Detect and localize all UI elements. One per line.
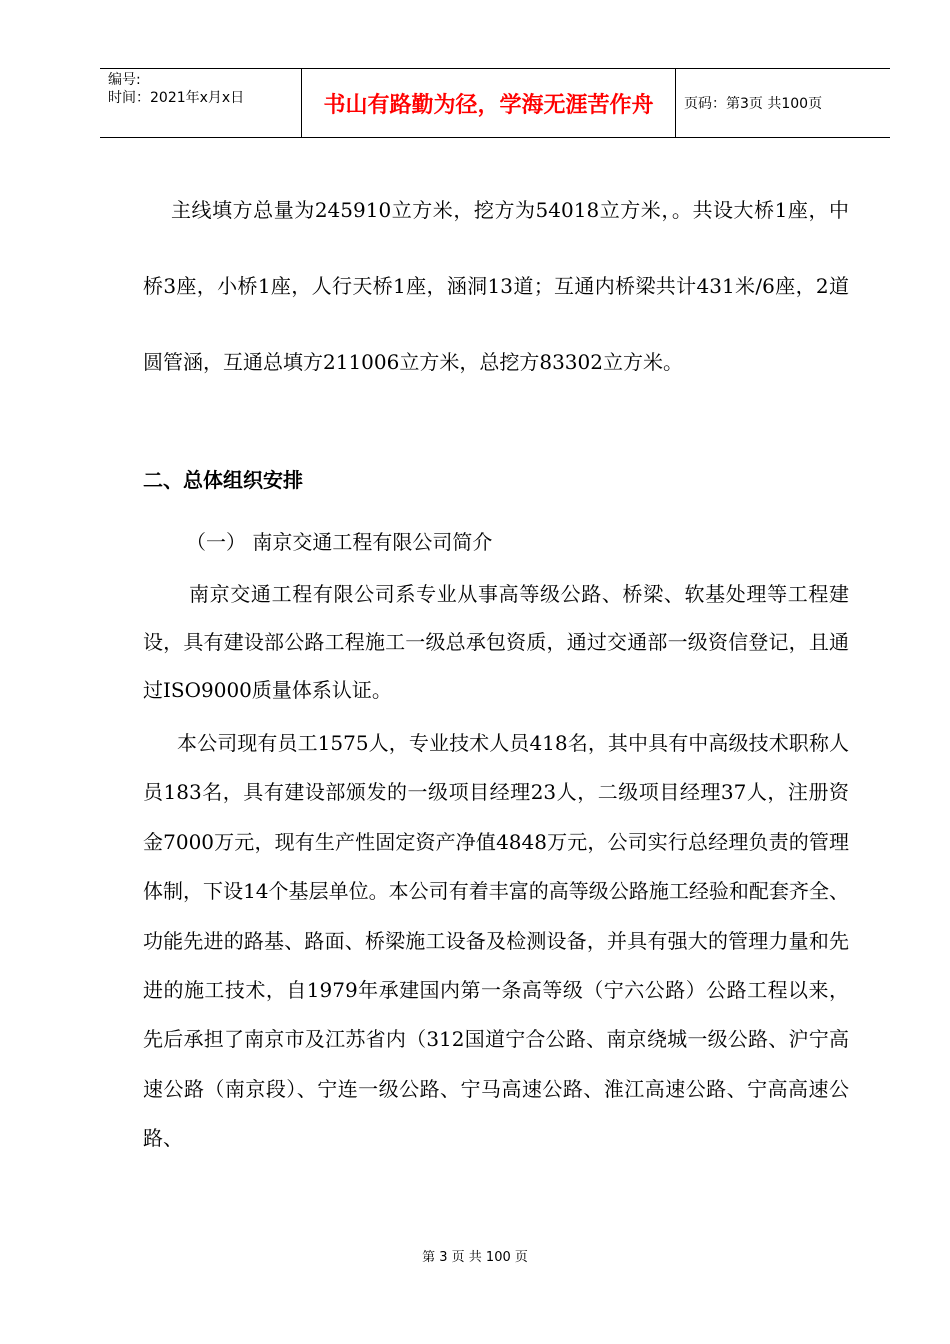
doc-date: 时间：2021年x月x日 bbox=[108, 90, 245, 106]
header-motto: 书山有路勤为径，学海无涯苦作舟 bbox=[302, 69, 676, 137]
doc-number: 编号: bbox=[108, 72, 141, 88]
page-header bbox=[100, 68, 890, 138]
header-info-cell bbox=[100, 69, 302, 137]
header-page-info: 页码：第3页 共100页 bbox=[684, 96, 823, 112]
page-footer: 第 3 页 共 100 页 bbox=[422, 1250, 528, 1265]
paragraph-quantities: 主线填方总量为245910立方米，挖方为54018立方米，。共设大桥1座，中桥3座，小桥1座，人行天桥1座，涵洞13道；互通内桥梁共计431米/6座，2道圆管涵，互通总填方211006立方米，总挖方83302立方米。 bbox=[143, 198, 849, 374]
paragraph-company-intro: 南京交通工程有限公司系专业从事高等级公路、桥梁、软基处理等工程建设，具有建设部公路工程施工一级总承包资质，通过交通部一级资信登记，且通过ISO9000质量体系认证。 bbox=[143, 582, 849, 702]
section-heading: 二、总体组织安排 bbox=[143, 468, 303, 492]
paragraph-company-details: 本公司现有员工1575人，专业技术人员418名，其中具有中高级技术职称人员183名，具有建设部颁发的一级项目经理23人，二级项目经理37人，注册资金7000万元，现有生产性固定资产净值4848万元，公司实行总经理负责的管理体制，下设14个基层单位。本公司有着丰富的高等级公路施工经验和配套齐全、功能先进的路基、路面、桥梁施工设备及检测设备，并具有强大的管理力量和先进的施工技术，自1979年承建国内第一条高等级（宁六公路）公路工程以来，先后承担了南京市及江苏省内（312国道宁合公路、南京绕城一级公路、沪宁高速公路（南京段）、宁连一级公路、宁马高速公路、淮江高速公路、宁高高速公路、 bbox=[143, 731, 849, 1151]
subsection-heading: （一） 南京交通工程有限公司简介 bbox=[186, 530, 493, 554]
